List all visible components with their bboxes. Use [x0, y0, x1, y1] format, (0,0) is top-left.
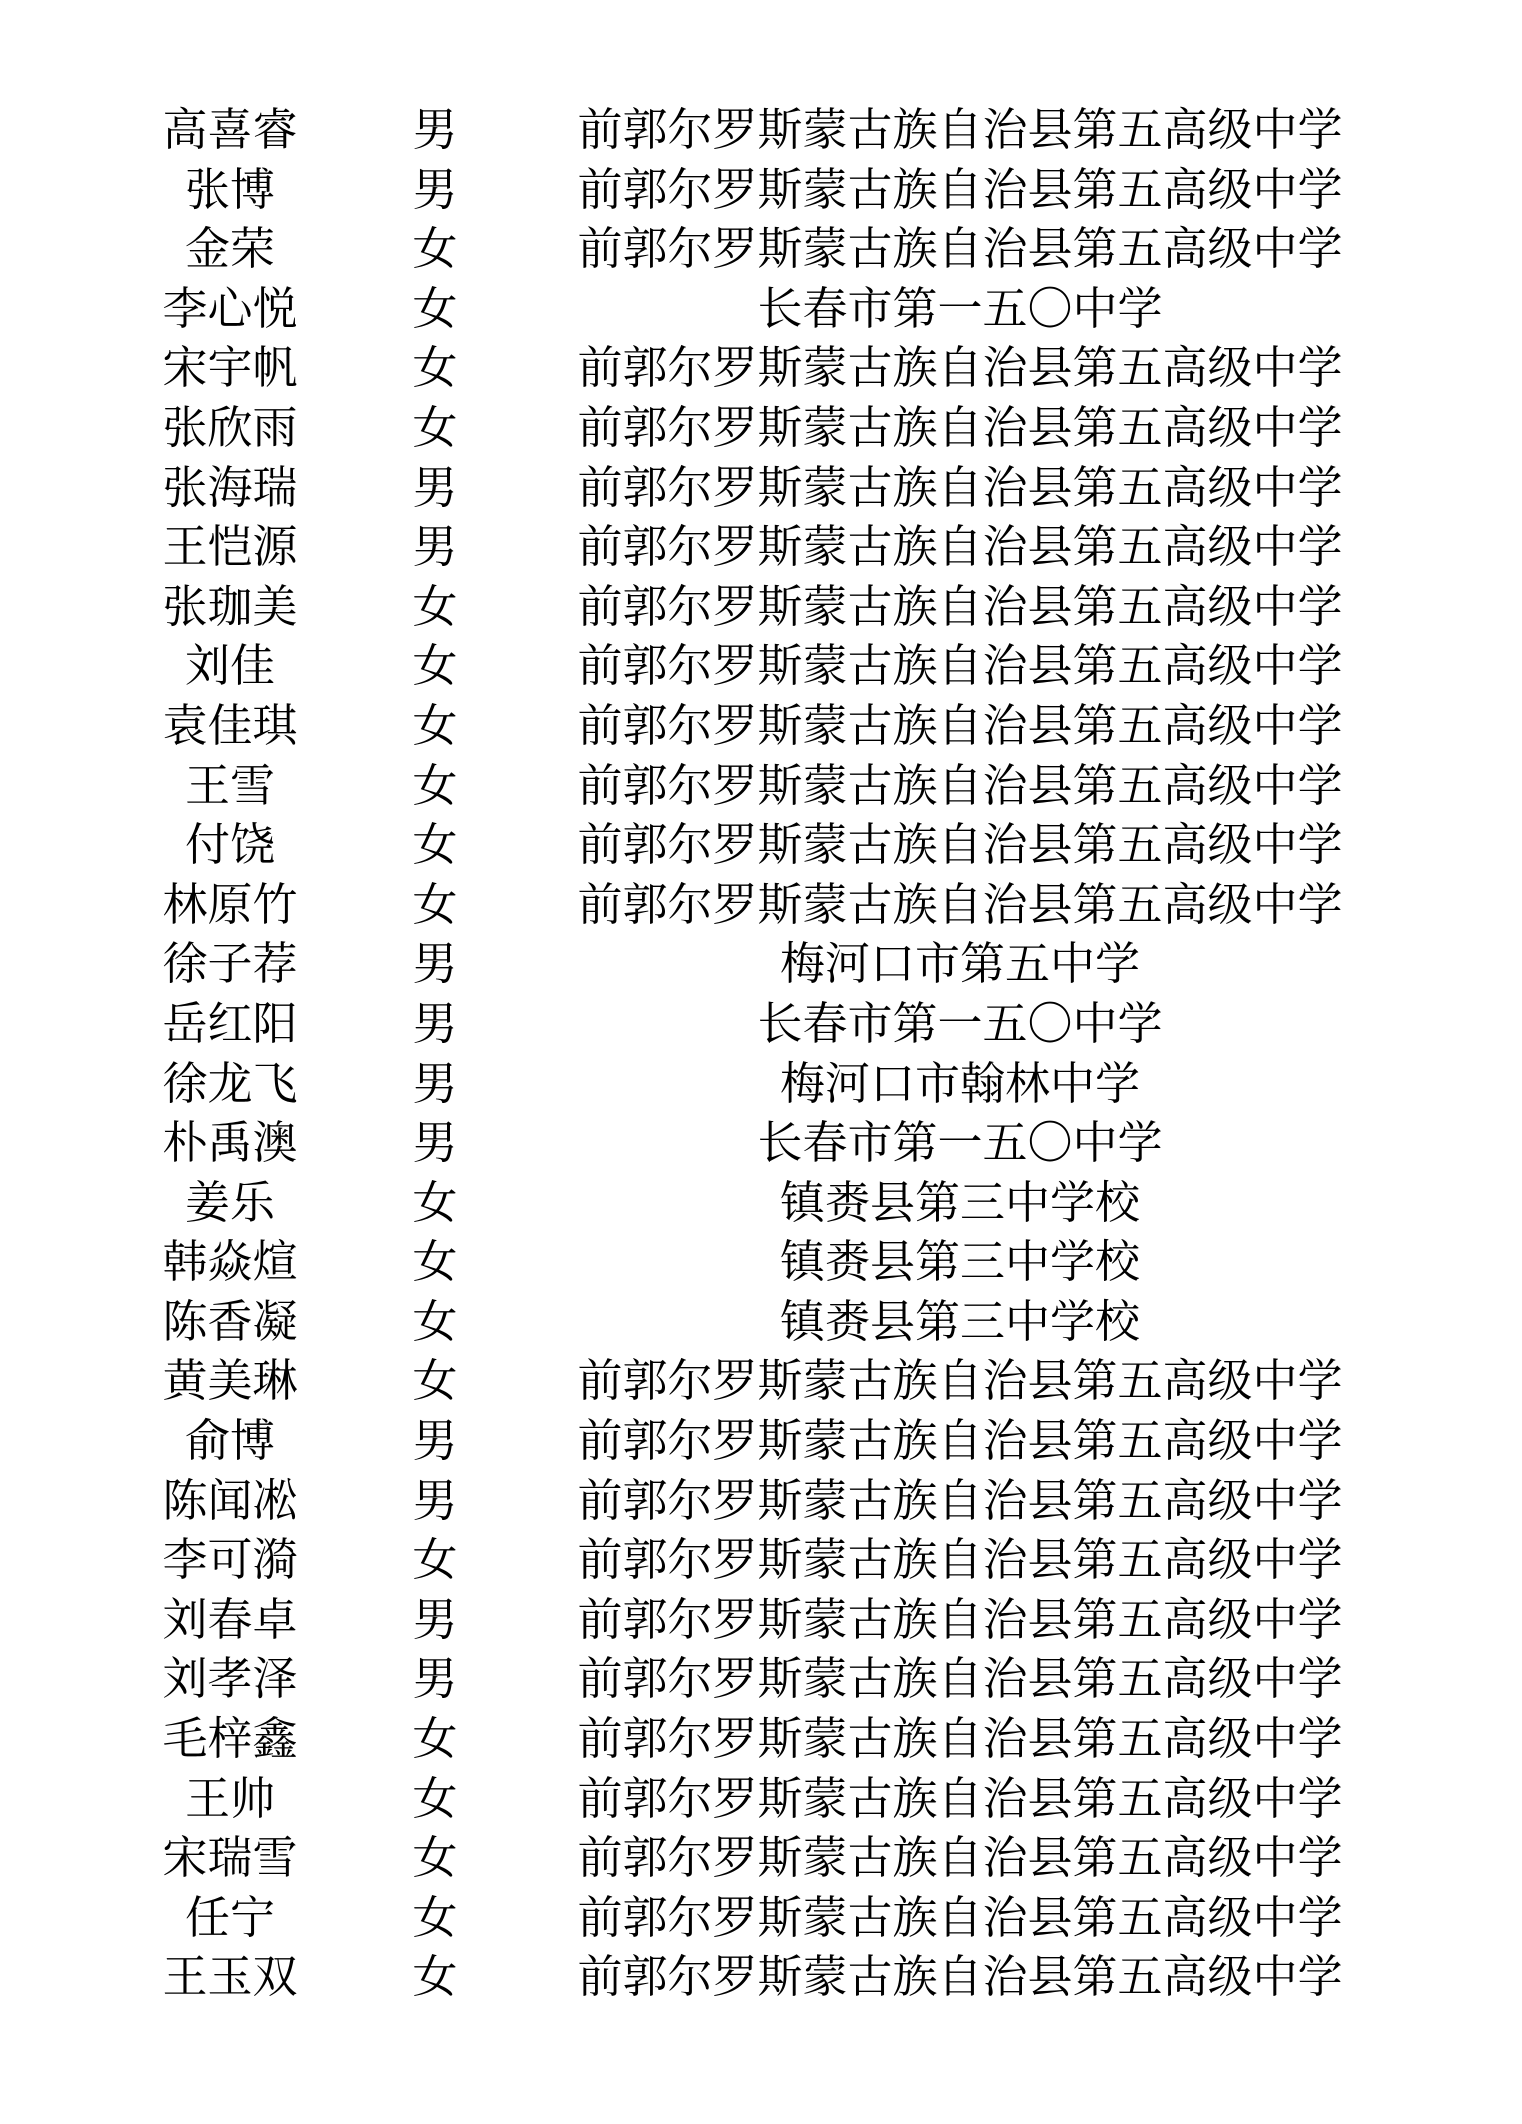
student-school: 梅河口市第五中学 [779, 937, 1140, 991]
student-name: 黄美琳 [162, 1354, 298, 1408]
student-name: 张欣雨 [162, 400, 298, 454]
student-name: 王玉双 [162, 1950, 298, 2004]
roster-row [0, 994, 1522, 1054]
student-name: 岳红阳 [162, 996, 298, 1050]
roster-row [0, 577, 1522, 637]
student-gender: 女 [412, 818, 458, 872]
student-gender: 女 [412, 1950, 458, 2004]
student-gender: 女 [412, 222, 458, 276]
roster-row [0, 219, 1522, 279]
roster-row [0, 279, 1522, 339]
student-name: 金荣 [184, 222, 275, 276]
student-name: 刘春卓 [162, 1592, 298, 1646]
roster-row [0, 934, 1522, 994]
student-school: 镇赉县第三中学校 [779, 1235, 1140, 1289]
student-gender: 男 [412, 1592, 458, 1646]
student-gender: 女 [412, 341, 458, 395]
student-name: 王雪 [184, 758, 275, 812]
student-name: 刘孝泽 [162, 1652, 298, 1706]
student-gender: 女 [412, 1294, 458, 1348]
roster-row [0, 1471, 1522, 1531]
student-school: 前郭尔罗斯蒙古族自治县第五高级中学 [577, 1950, 1343, 2004]
student-school: 前郭尔罗斯蒙古族自治县第五高级中学 [577, 877, 1343, 931]
student-name: 张珈美 [162, 579, 298, 633]
roster-row [0, 1709, 1522, 1769]
student-gender: 女 [412, 400, 458, 454]
student-name: 袁佳琪 [162, 698, 298, 752]
student-gender: 女 [412, 758, 458, 812]
student-school: 前郭尔罗斯蒙古族自治县第五高级中学 [577, 758, 1343, 812]
student-gender: 女 [412, 1712, 458, 1766]
student-gender: 男 [412, 520, 458, 574]
student-school: 前郭尔罗斯蒙古族自治县第五高级中学 [577, 1771, 1343, 1825]
student-school: 长春市第一五〇中学 [757, 996, 1163, 1050]
student-school: 前郭尔罗斯蒙古族自治县第五高级中学 [577, 1473, 1343, 1527]
roster-row [0, 1828, 1522, 1888]
student-name: 高喜睿 [162, 103, 298, 156]
student-name: 刘佳 [184, 639, 275, 693]
roster-row [0, 1947, 1522, 2007]
roster-row [0, 1113, 1522, 1173]
student-gender: 女 [412, 1533, 458, 1587]
student-name: 姜乐 [184, 1175, 275, 1229]
student-gender: 女 [412, 1771, 458, 1825]
student-gender: 女 [412, 579, 458, 633]
student-name: 李可漪 [162, 1533, 298, 1587]
student-name: 李心悦 [162, 281, 298, 335]
student-school: 前郭尔罗斯蒙古族自治县第五高级中学 [577, 400, 1343, 454]
student-school: 前郭尔罗斯蒙古族自治县第五高级中学 [577, 579, 1343, 633]
student-school: 前郭尔罗斯蒙古族自治县第五高级中学 [577, 341, 1343, 395]
roster-row [0, 636, 1522, 696]
student-name: 张博 [184, 162, 275, 216]
student-name: 韩焱煊 [162, 1235, 298, 1289]
student-school: 镇赉县第三中学校 [779, 1175, 1140, 1229]
student-gender: 女 [412, 639, 458, 693]
roster-row [0, 1888, 1522, 1948]
student-gender: 女 [412, 1831, 458, 1885]
roster-row [0, 1173, 1522, 1233]
student-school: 前郭尔罗斯蒙古族自治县第五高级中学 [577, 162, 1343, 216]
roster-row [0, 1292, 1522, 1352]
student-school: 长春市第一五〇中学 [757, 1116, 1163, 1170]
student-gender: 男 [412, 162, 458, 216]
student-name: 宋宇帆 [162, 341, 298, 395]
student-school: 前郭尔罗斯蒙古族自治县第五高级中学 [577, 1890, 1343, 1944]
student-school: 梅河口市翰林中学 [779, 1056, 1140, 1110]
student-name: 毛梓鑫 [162, 1712, 298, 1766]
student-name: 任宁 [184, 1890, 275, 1944]
student-school: 前郭尔罗斯蒙古族自治县第五高级中学 [577, 103, 1343, 156]
roster-row [0, 1351, 1522, 1411]
student-school: 前郭尔罗斯蒙古族自治县第五高级中学 [577, 222, 1343, 276]
student-name: 俞博 [184, 1414, 275, 1468]
student-name: 徐龙飞 [162, 1056, 298, 1110]
student-roster [0, 100, 1522, 2007]
roster-row [0, 100, 1522, 160]
student-school: 镇赉县第三中学校 [779, 1294, 1140, 1348]
roster-row [0, 1769, 1522, 1829]
student-school: 前郭尔罗斯蒙古族自治县第五高级中学 [577, 1354, 1343, 1408]
student-school: 前郭尔罗斯蒙古族自治县第五高级中学 [577, 1414, 1343, 1468]
roster-row [0, 1530, 1522, 1590]
roster-row [0, 398, 1522, 458]
roster-row [0, 875, 1522, 935]
student-gender: 男 [412, 996, 458, 1050]
student-gender: 女 [412, 1235, 458, 1289]
student-school: 前郭尔罗斯蒙古族自治县第五高级中学 [577, 639, 1343, 693]
roster-row [0, 517, 1522, 577]
student-gender: 女 [412, 1890, 458, 1944]
student-name: 王恺源 [162, 520, 298, 574]
roster-row [0, 696, 1522, 756]
student-name: 付饶 [184, 818, 275, 872]
student-gender: 男 [412, 460, 458, 514]
student-name: 张海瑞 [162, 460, 298, 514]
student-school: 前郭尔罗斯蒙古族自治县第五高级中学 [577, 698, 1343, 752]
student-school: 长春市第一五〇中学 [757, 281, 1163, 335]
student-school: 前郭尔罗斯蒙古族自治县第五高级中学 [577, 1592, 1343, 1646]
student-gender: 男 [412, 1116, 458, 1170]
roster-row [0, 338, 1522, 398]
student-name: 陈香凝 [162, 1294, 298, 1348]
student-school: 前郭尔罗斯蒙古族自治县第五高级中学 [577, 520, 1343, 574]
roster-row [0, 458, 1522, 518]
roster-row [0, 1411, 1522, 1471]
roster-row [0, 1054, 1522, 1114]
student-gender: 女 [412, 281, 458, 335]
roster-row [0, 1590, 1522, 1650]
student-name: 宋瑞雪 [162, 1831, 298, 1885]
student-gender: 女 [412, 1175, 458, 1229]
student-gender: 男 [412, 1414, 458, 1468]
student-gender: 女 [412, 1354, 458, 1408]
student-school: 前郭尔罗斯蒙古族自治县第五高级中学 [577, 1831, 1343, 1885]
roster-row [0, 815, 1522, 875]
student-school: 前郭尔罗斯蒙古族自治县第五高级中学 [577, 1652, 1343, 1706]
student-school: 前郭尔罗斯蒙古族自治县第五高级中学 [577, 460, 1343, 514]
student-gender: 女 [412, 698, 458, 752]
student-gender: 女 [412, 877, 458, 931]
student-name: 林原竹 [162, 877, 298, 931]
student-school: 前郭尔罗斯蒙古族自治县第五高级中学 [577, 1712, 1343, 1766]
student-name: 朴禹澳 [162, 1116, 298, 1170]
student-gender: 男 [412, 1652, 458, 1706]
student-school: 前郭尔罗斯蒙古族自治县第五高级中学 [577, 818, 1343, 872]
student-gender: 男 [412, 1473, 458, 1527]
student-gender: 男 [412, 103, 458, 156]
roster-row [0, 160, 1522, 220]
student-gender: 男 [412, 937, 458, 991]
student-name: 徐子荐 [162, 937, 298, 991]
roster-row [0, 1232, 1522, 1292]
student-gender: 男 [412, 1056, 458, 1110]
student-name: 王帅 [184, 1771, 275, 1825]
student-name: 陈闻凇 [162, 1473, 298, 1527]
student-school: 前郭尔罗斯蒙古族自治县第五高级中学 [577, 1533, 1343, 1587]
roster-row [0, 1649, 1522, 1709]
roster-row [0, 756, 1522, 816]
